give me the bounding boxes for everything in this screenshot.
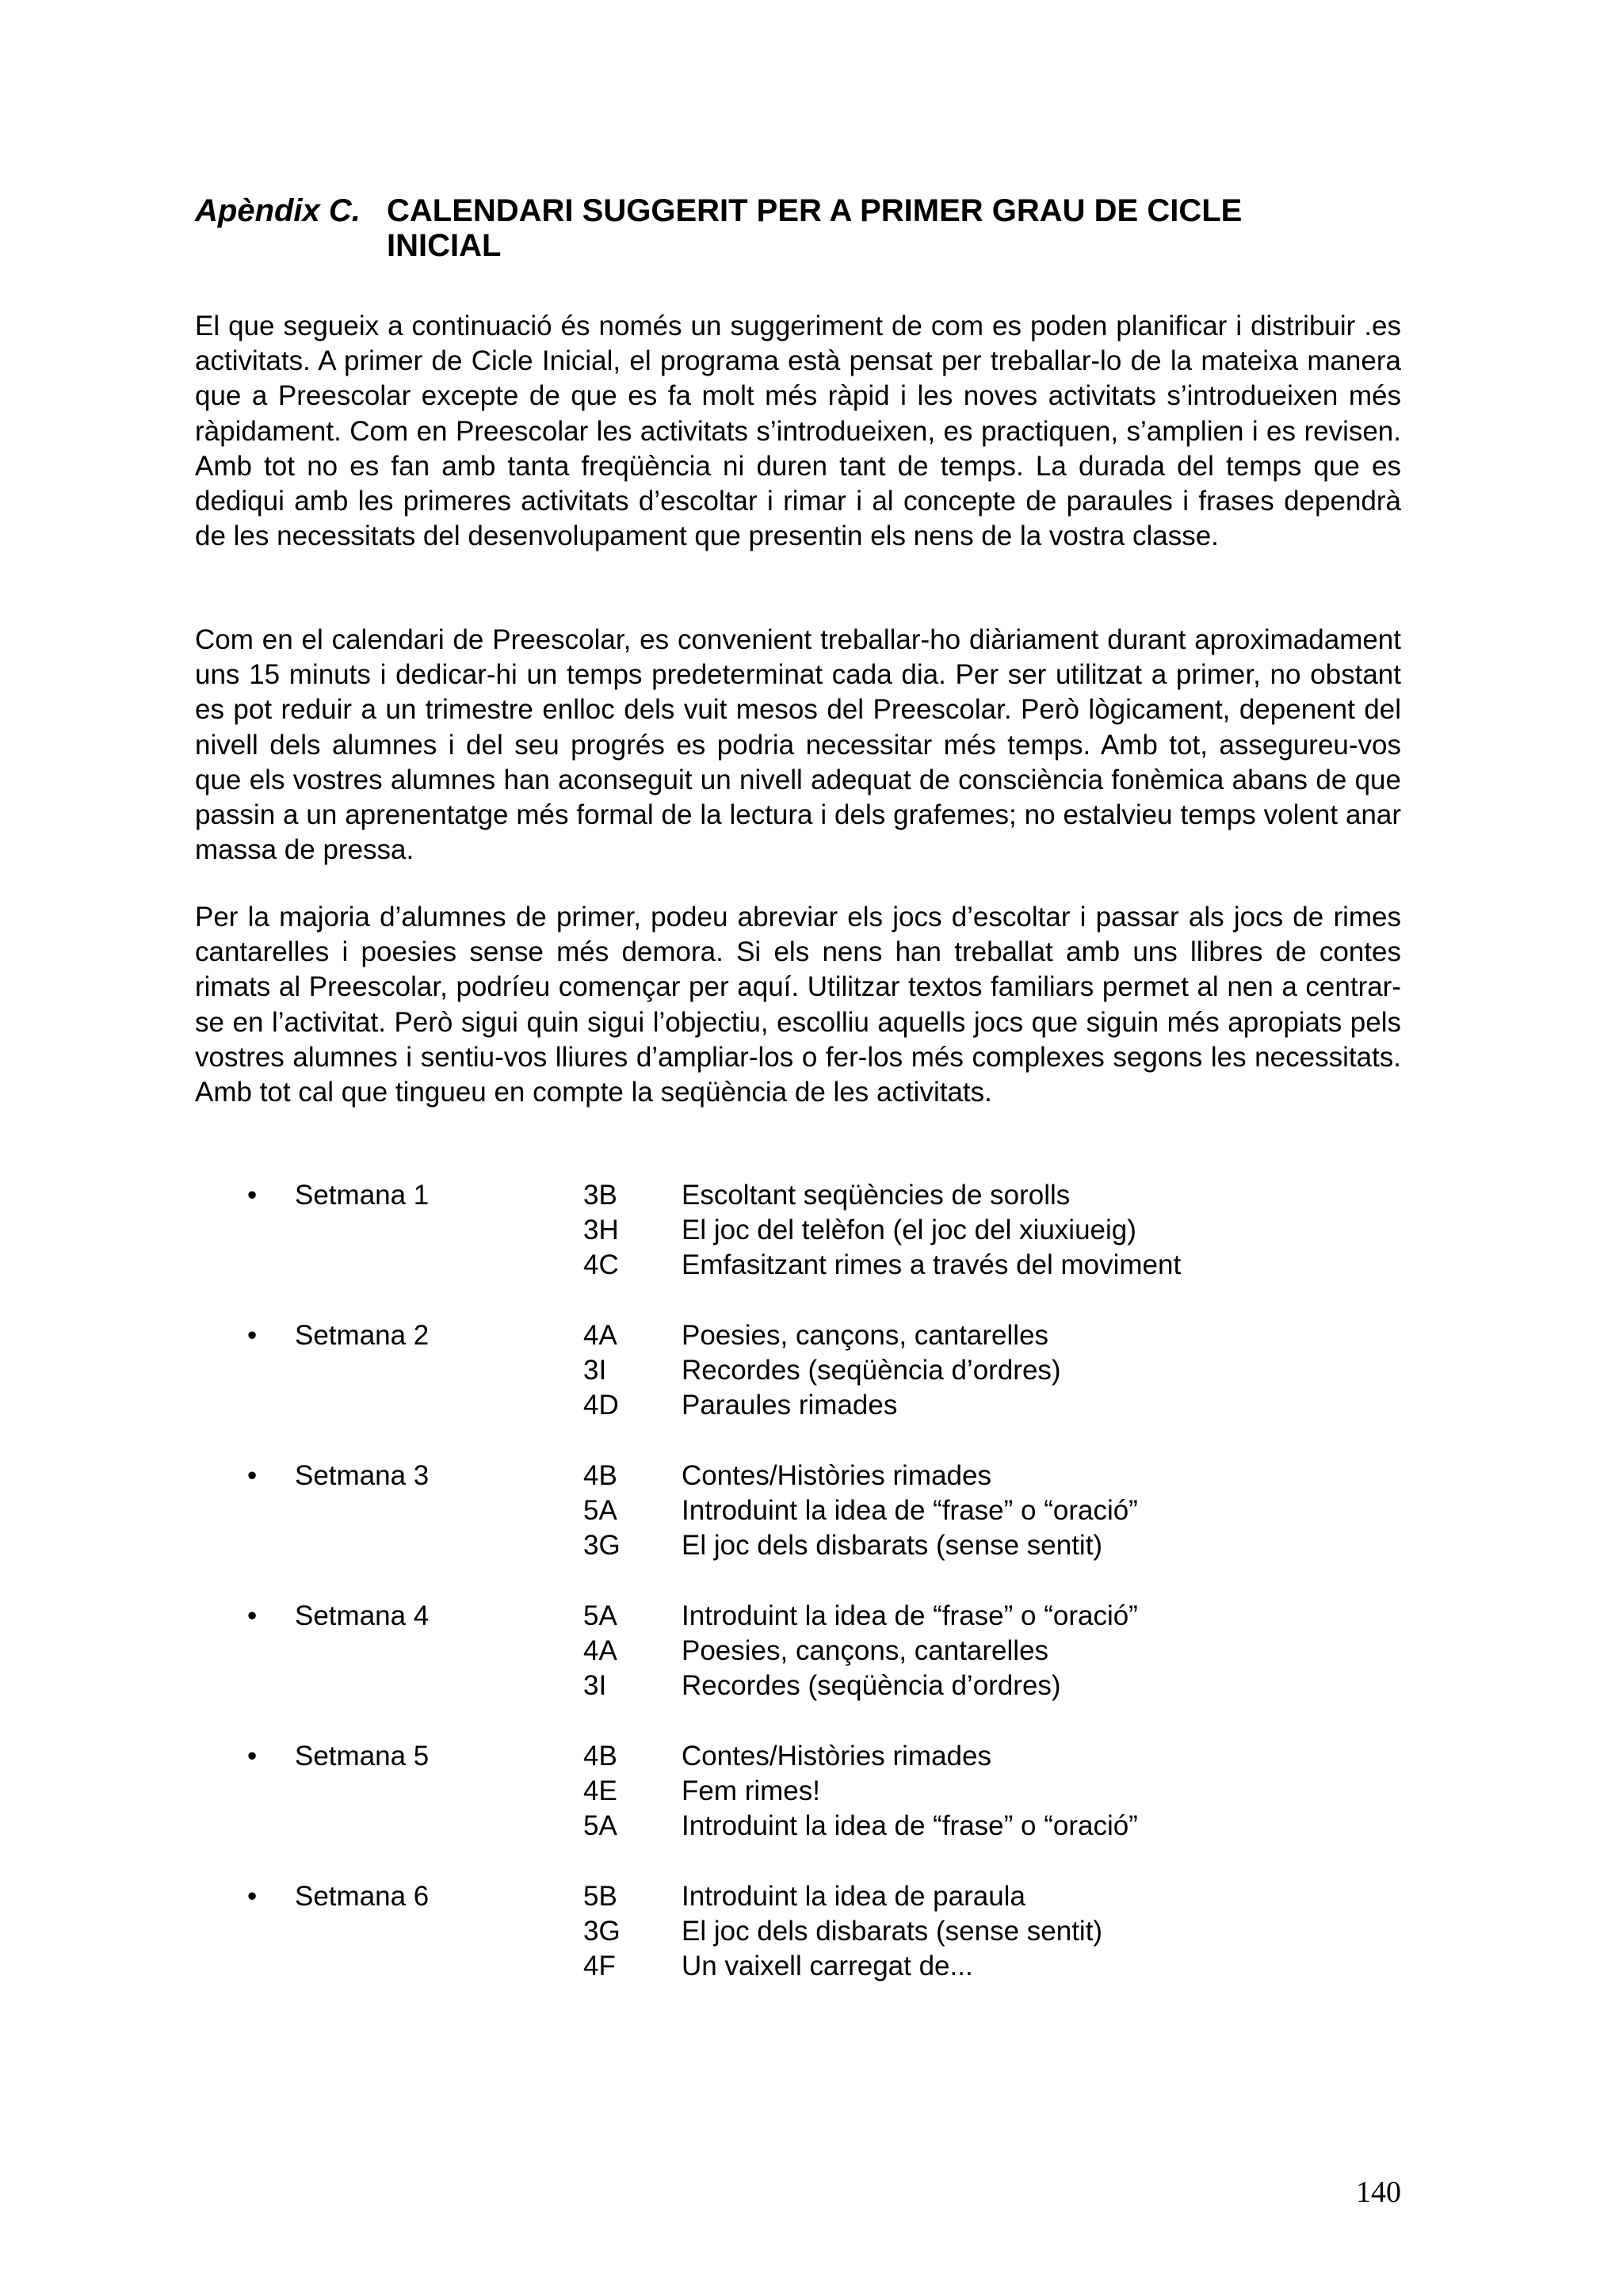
activity-row	[583, 1634, 1376, 1669]
page-number: 140	[1356, 2176, 1401, 2209]
activity-code: 4B	[583, 1741, 617, 1772]
activity-row	[583, 1353, 1376, 1388]
week-6	[195, 1879, 1401, 2019]
week-name: Setmana 5	[295, 1741, 430, 1772]
week-activities	[583, 1599, 1376, 1703]
activity-row	[583, 1669, 1376, 1703]
activity-description: Introduint la idea de “frase” o “oració”	[682, 1495, 1138, 1526]
activity-code: 5A	[583, 1600, 617, 1631]
activity-description: Introduint la idea de “frase” o “oració”	[682, 1600, 1138, 1631]
appendix-title: CALENDARI SUGGERIT PER A PRIMER GRAU DE CICLE INICIAL	[387, 193, 1243, 263]
activity-row	[583, 1248, 1376, 1283]
activity-row	[583, 1739, 1376, 1774]
activity-row	[583, 1599, 1376, 1634]
activity-code: 5B	[583, 1881, 617, 1912]
week-activities	[583, 1739, 1376, 1844]
activity-description: Un vaixell carregat de...	[682, 1951, 973, 1981]
activity-row	[583, 1388, 1376, 1423]
activity-code: 4A	[583, 1320, 617, 1351]
appendix-heading	[195, 193, 1401, 263]
bullet-icon: •	[247, 1460, 258, 1491]
activity-description: Introduint la idea de paraula	[682, 1881, 1025, 1912]
week-activities	[583, 1459, 1376, 1563]
activity-code: 4E	[583, 1775, 617, 1806]
activity-code: 4D	[583, 1390, 619, 1421]
activity-row	[583, 1809, 1376, 1844]
weekly-schedule	[195, 1178, 1401, 2019]
activity-code: 4F	[583, 1951, 616, 1981]
activity-description: Fem rimes!	[682, 1775, 820, 1806]
activity-code: 4C	[583, 1249, 619, 1280]
bullet-icon: •	[247, 1320, 258, 1351]
activity-description: Paraules rimades	[682, 1390, 898, 1421]
activity-code: 4B	[583, 1460, 617, 1491]
activity-code: 3G	[583, 1916, 621, 1947]
activity-description: Introduint la idea de “frase” o “oració”	[682, 1810, 1138, 1841]
activity-row	[583, 1493, 1376, 1528]
week-name: Setmana 6	[295, 1881, 430, 1912]
activity-code: 3I	[583, 1355, 607, 1386]
activity-row	[583, 1318, 1376, 1353]
week-3	[195, 1459, 1401, 1599]
activity-description: Contes/Històries rimades	[682, 1741, 991, 1772]
activity-code: 3H	[583, 1215, 619, 1245]
activity-description: Escoltant seqüències de sorolls	[682, 1180, 1071, 1211]
activity-description: El joc dels disbarats (sense sentit)	[682, 1530, 1103, 1561]
bullet-icon: •	[247, 1741, 258, 1772]
activity-code: 5A	[583, 1810, 617, 1841]
activity-description: Contes/Històries rimades	[682, 1460, 991, 1491]
bullet-icon: •	[247, 1180, 258, 1211]
appendix-label: Apèndix C.	[195, 193, 361, 228]
week-name: Setmana 1	[295, 1180, 430, 1211]
week-name: Setmana 4	[295, 1600, 430, 1631]
activity-code: 3B	[583, 1180, 617, 1211]
paragraph-3: Per la majoria d’alumnes de primer, podeu abreviar els jocs d’escoltar i passar als jocs de rimes cantarelles i poesies sense més demora. Si els nens han treballat amb uns llibres de contes rimats al Preescolar, podríeu començar per aquí. Utilitzar textos familiars permet al nen a centrar-se en l’activitat. Però sigui quin sigui l’objectiu, escolliu aquells jocs que siguin més apropiats pels vostres alumnes i sentiu-vos lliures d’ampliar-los o fer-los més complexes segons les necessitats. Amb tot cal que tingueu en compte la seqüència de les activitats.	[195, 902, 1401, 1108]
activity-description: El joc dels disbarats (sense sentit)	[682, 1916, 1103, 1947]
week-activities	[583, 1318, 1376, 1423]
week-4	[195, 1599, 1401, 1739]
activity-description: Recordes (seqüència d’ordres)	[682, 1670, 1061, 1701]
activity-description: El joc del telèfon (el joc del xiuxiueig)	[682, 1215, 1136, 1245]
activity-code: 5A	[583, 1495, 617, 1526]
activity-row	[583, 1879, 1376, 1914]
activity-code: 3I	[583, 1670, 607, 1701]
activity-row	[583, 1914, 1376, 1949]
activity-description: Recordes (seqüència d’ordres)	[682, 1355, 1061, 1386]
activity-row	[583, 1949, 1376, 1984]
document-page	[195, 0, 1401, 2296]
activity-code: 3G	[583, 1530, 621, 1561]
activity-row	[583, 1459, 1376, 1493]
activity-description: Poesies, cançons, cantarelles	[682, 1320, 1049, 1351]
paragraph-2: Com en el calendari de Preescolar, es convenient treballar-ho diàriament durant aproximadament uns 15 minuts i dedicar-hi un temps predeterminat cada dia. Per ser utilitzat a primer, no obstant es pot reduir a un trimestre enlloc dels vuit mesos del Preescolar. Però lògicament, depenent del nivell dels alumnes i del seu progrés es podria necessitar més temps. Amb tot, assegureu-vos que els vostres alumnes han aconseguit un nivell adequat de consciència fonèmica abans de que passin a un aprenentatge més formal de la lectura i dels grafemes; no estalvieu temps volent anar massa de pressa.	[195, 624, 1401, 866]
week-2	[195, 1318, 1401, 1459]
activity-row	[583, 1213, 1376, 1248]
activity-description: Emfasitzant rimes a través del moviment	[682, 1249, 1182, 1280]
week-name: Setmana 3	[295, 1460, 430, 1491]
week-activities	[583, 1879, 1376, 1984]
week-activities	[583, 1178, 1376, 1283]
activity-row	[583, 1774, 1376, 1809]
paragraph-1: El que segueix a continuació és només un suggeriment de com es poden planificar i distribuir .es activitats. A primer de Cicle Inicial, el programa està pensat per treballar-lo de la mateixa manera que a Preescolar excepte de que es fa molt més ràpid i les noves activitats s’introdueixen més ràpidament. Com en Preescolar les activitats s’introdueixen, es practiquen, s’amplien i es revisen. Amb tot no es fan amb tanta freqüència ni duren tant de temps. La durada del temps que es dediqui amb les primeres activitats d’escoltar i rimar i al concepte de paraules i frases dependrà de les necessitats del desenvolupament que presentin els nens de la vostra classe.	[195, 311, 1401, 552]
activity-code: 4A	[583, 1635, 617, 1666]
week-5	[195, 1739, 1401, 1879]
bullet-icon: •	[247, 1881, 258, 1912]
week-1	[195, 1178, 1401, 1318]
bullet-icon: •	[247, 1600, 258, 1631]
activity-description: Poesies, cançons, cantarelles	[682, 1635, 1049, 1666]
week-name: Setmana 2	[295, 1320, 430, 1351]
activity-row	[583, 1178, 1376, 1213]
activity-row	[583, 1528, 1376, 1563]
